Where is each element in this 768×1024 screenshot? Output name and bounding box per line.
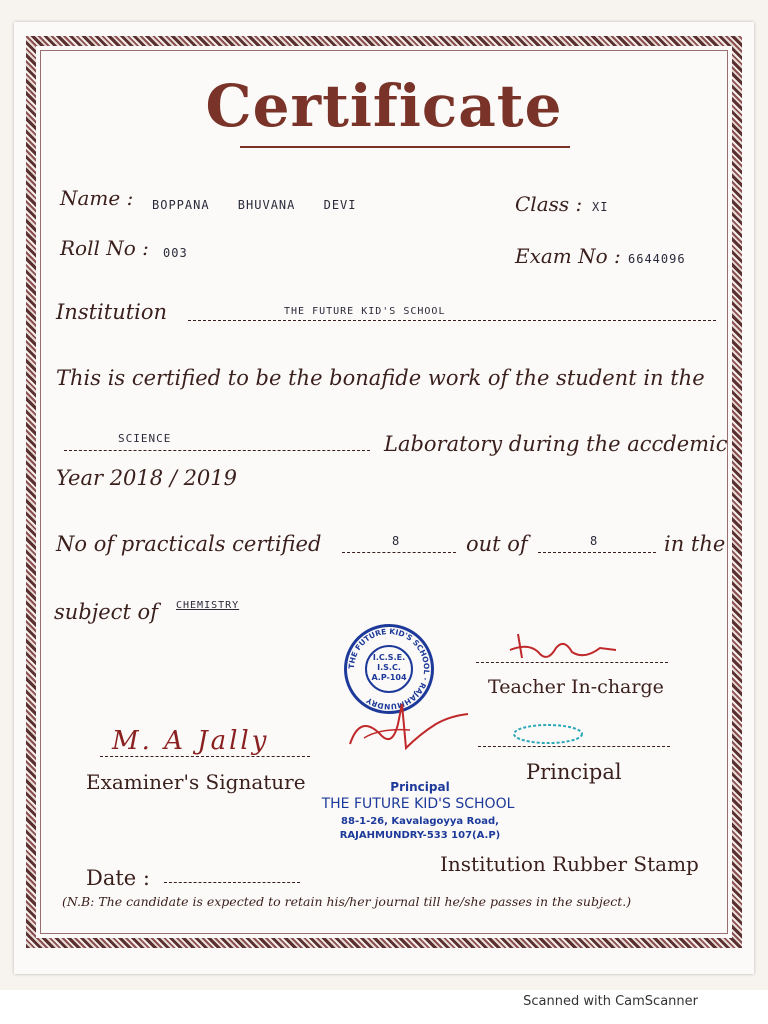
lab-line (64, 450, 370, 451)
subject-value: CHEMISTRY (176, 600, 240, 611)
rubber-stamp-label: Institution Rubber Stamp (440, 852, 699, 876)
stamp-role: Principal (390, 780, 450, 794)
title-underline (240, 146, 570, 148)
exam-value: 6644096 (628, 252, 686, 266)
student-name: BOPPANA BHUVANA DEVI (152, 198, 357, 212)
principal-label: Principal (526, 760, 622, 784)
institution-value: THE FUTURE KID'S SCHOOL (284, 306, 446, 317)
examiner-sign-line (100, 756, 310, 757)
seal-line1: I.C.S.E. (372, 653, 406, 662)
stamp-street: 88-1-26, Kavalagoyya Road, (341, 816, 499, 827)
practicals-total-line (538, 552, 656, 553)
class-label: Class : (515, 192, 583, 216)
institution-line (188, 320, 716, 321)
class-value: XI (592, 200, 609, 214)
date-label: Date : (86, 866, 150, 890)
certify-statement: This is certified to be the bonafide work of the student in the (56, 366, 705, 390)
examiner-signature: M. A Jally (112, 726, 270, 756)
certificate-title: Certificate (205, 72, 563, 140)
seal-line3: A.P-104 (371, 673, 407, 682)
roll-value: 003 (163, 246, 188, 260)
principal-sign-line (478, 746, 670, 747)
svg-text:THE FUTURE KID'S SCHOOL · RAJA: THE FUTURE KID'S SCHOOL · RAJAHMUNDRY (346, 626, 432, 712)
seal-line2: I.S.C. (377, 663, 401, 672)
date-line (164, 882, 300, 883)
in-the-label: in the (664, 532, 726, 556)
practicals-total: 8 (590, 534, 599, 548)
lab-value: SCIENCE (118, 432, 172, 445)
out-of-label: out of (466, 532, 528, 556)
practicals-done: 8 (392, 534, 401, 548)
institution-label: Institution (56, 300, 168, 324)
stamp-city: RAJAHMUNDRY-533 107(A.P) (339, 830, 501, 841)
lab-text: Laboratory during the accdemic (384, 432, 728, 456)
principal-signature (340, 694, 480, 764)
name-label: Name : (60, 186, 134, 210)
stamp-school-name: THE FUTURE KID'S SCHOOL (321, 796, 515, 812)
teacher-signature (500, 624, 650, 664)
practicals-done-line (342, 552, 456, 553)
roll-label: Roll No : (60, 236, 149, 260)
subject-label: subject of (54, 600, 158, 624)
academic-year: Year 2018 / 2019 (56, 466, 238, 490)
nb-note: (N.B: The candidate is expected to retain his/her journal till he/she passes in the subject.) (62, 894, 632, 909)
principal-initial-stamp (508, 720, 588, 746)
teacher-sign-line (476, 662, 668, 663)
examiner-label: Examiner's Signature (86, 770, 306, 794)
exam-label: Exam No : (515, 244, 621, 268)
practicals-label: No of practicals certified (56, 532, 322, 556)
scanner-watermark: Scanned with CamScanner (523, 994, 698, 1009)
teacher-label: Teacher In-charge (488, 676, 664, 698)
